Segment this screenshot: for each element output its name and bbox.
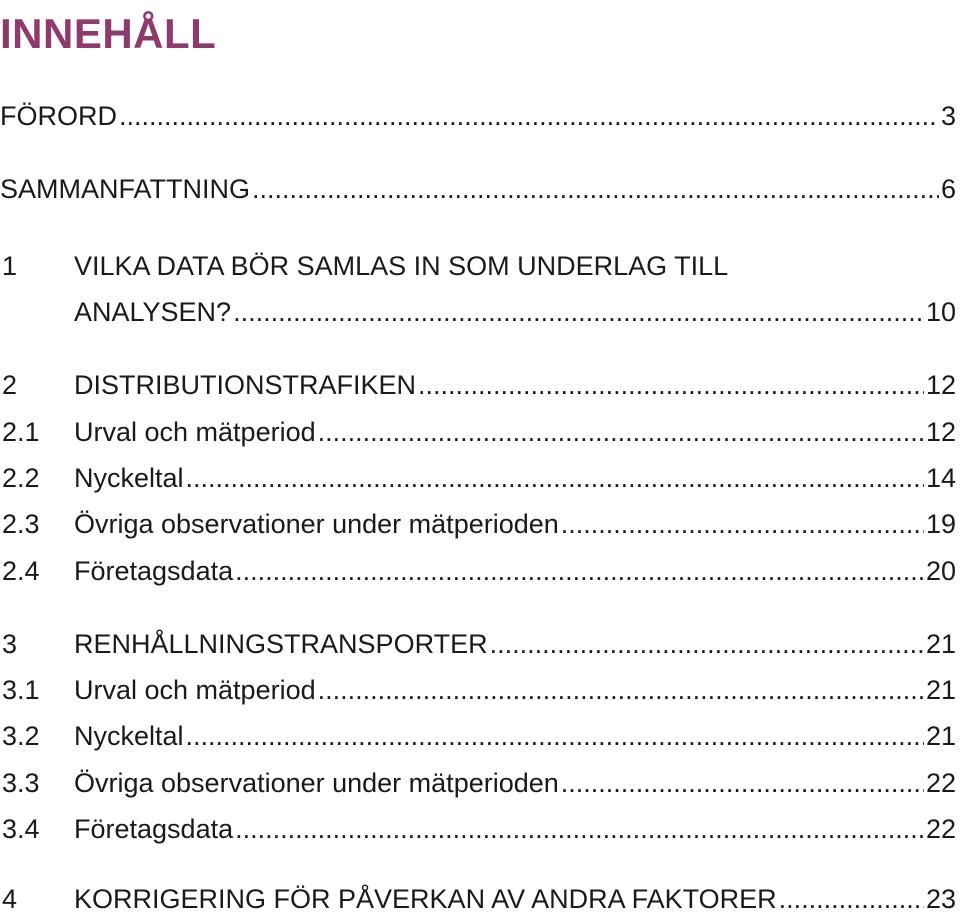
toc-entry-number: 2.2 (2, 463, 40, 493)
toc-entry-label: Urval och mätperiod (74, 675, 316, 705)
toc-leader-dots (779, 882, 924, 916)
toc-page-number: 22 (925, 814, 956, 844)
toc-leader-dots (490, 627, 924, 661)
toc-entry-label: ANALYSEN? (74, 297, 232, 327)
toc-entry-label: Övriga observationer under mätperioden (74, 509, 559, 539)
toc-leader-dots (235, 812, 924, 846)
toc-entry-2-2[interactable] (0, 461, 956, 495)
toc-entry-label: KORRIGERING FÖR PÅVERKAN AV ANDRA FAKTORER (74, 884, 777, 914)
toc-entry-1[interactable] (0, 251, 956, 329)
toc-page-number: 12 (925, 370, 956, 400)
toc-entry-3[interactable] (0, 627, 956, 661)
page-title: INNEHÅLL (0, 10, 217, 57)
toc-entry-2-1[interactable] (0, 415, 956, 449)
toc-entry-number: 3.3 (2, 768, 40, 798)
toc-leader-dots (235, 554, 924, 588)
toc-leader-dots (318, 673, 924, 707)
toc-entry-label: DISTRIBUTIONSTRAFIKEN (74, 370, 417, 400)
toc-page-number: 14 (925, 463, 956, 493)
toc-page-number: 21 (925, 675, 956, 705)
toc-entry-number: 2.4 (2, 556, 40, 586)
toc-page-number: 20 (925, 556, 956, 586)
toc-entry-number: 2.3 (2, 509, 40, 539)
toc-entry-label: Företagsdata (74, 814, 234, 844)
toc-entry-label: Urval och mätperiod (74, 417, 316, 447)
toc-entry-2[interactable] (0, 368, 956, 402)
toc-page-number: 12 (925, 417, 956, 447)
toc-entry-number: 3.1 (2, 675, 40, 705)
toc-entry-label: Nyckeltal (74, 721, 184, 751)
toc-entry-4[interactable] (0, 882, 956, 916)
toc-entry-3-1[interactable] (0, 673, 956, 707)
toc-entry-3-3[interactable] (0, 766, 956, 800)
toc-leader-dots (561, 766, 924, 800)
toc-entry-3-4[interactable] (0, 812, 956, 846)
toc-entry-label: Övriga observationer under mätperioden (74, 768, 559, 798)
toc-page-number: 21 (925, 629, 956, 659)
toc-entry-forord[interactable] (0, 99, 956, 133)
toc-page-number: 19 (925, 509, 956, 539)
toc-entry-number: 3.2 (2, 721, 40, 751)
toc-leader-dots (186, 461, 924, 495)
toc-entry-label: RENHÅLLNINGSTRANSPORTER (74, 629, 488, 659)
toc-leader-dots (233, 295, 924, 329)
toc-leader-dots (186, 719, 924, 753)
toc-entry-number: 3 (2, 629, 18, 659)
toc-entry-number: 3.4 (2, 814, 40, 844)
toc-page-number: 23 (925, 884, 956, 914)
toc-entry-2-3[interactable] (0, 507, 956, 541)
toc-entry-number: 2 (2, 370, 18, 400)
toc-leader-dots (418, 368, 924, 402)
toc-page-number: 21 (925, 721, 956, 751)
toc-page-number: 22 (925, 768, 956, 798)
toc-leader-dots (318, 415, 924, 449)
toc-entry-3-2[interactable] (0, 719, 956, 753)
toc-leader-dots (119, 99, 939, 133)
toc-entry-2-4[interactable] (0, 554, 956, 588)
toc-entry-number: 1 (2, 251, 18, 281)
toc-page-number: 10 (925, 297, 956, 327)
toc-leader-dots (252, 172, 939, 206)
toc-entry-label: Nyckeltal (74, 463, 184, 493)
toc-leader-dots (561, 507, 924, 541)
toc-entry-label-line1: VILKA DATA BÖR SAMLAS IN SOM UNDERLAG TILL (74, 251, 729, 281)
toc-page-number: 3 (940, 101, 956, 131)
toc-entry-number: 4 (2, 884, 18, 914)
toc-entry-number: 2.1 (2, 417, 40, 447)
toc-entry-sammanfattning[interactable] (0, 172, 956, 206)
toc-entry-label: SAMMANFATTNING (0, 174, 251, 204)
toc-entry-label: Företagsdata (74, 556, 234, 586)
toc-entry-label: FÖRORD (0, 101, 117, 131)
toc-page-number: 6 (940, 174, 956, 204)
